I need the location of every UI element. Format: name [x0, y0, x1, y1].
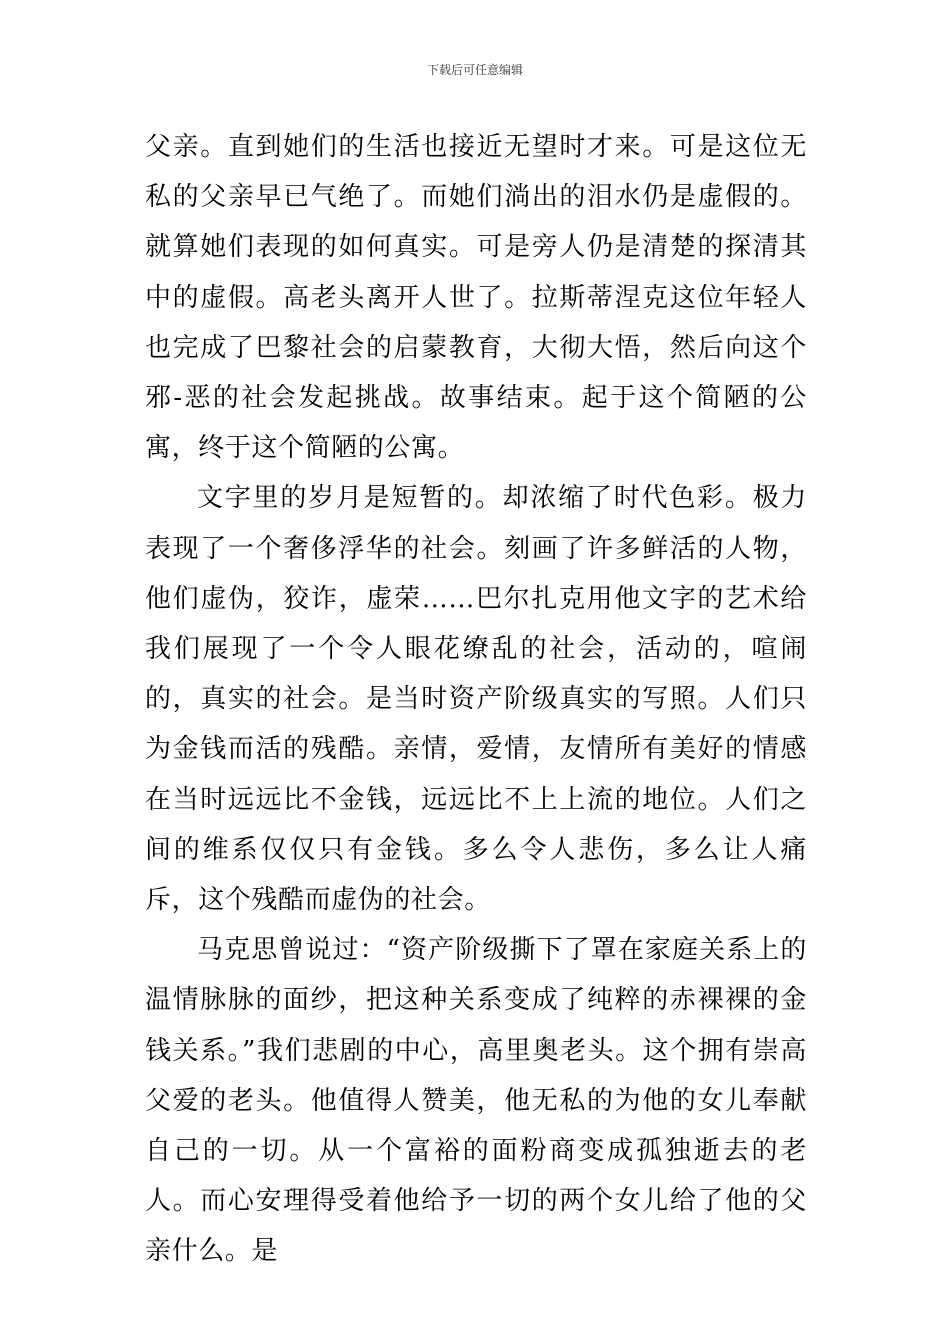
paragraph-marx-quote: 马克思曾说过：“资产阶级撕下了罩在家庭关系上的温情脉脉的面纱，把这种关系变成了纯粹的赤裸裸的金钱关系。”我们悲剧的中心，高里奥老头。这个拥有崇高父爱的老头。他值得人赞美，他无私的为他的女儿奉献自己的一切。从一个富裕的面粉商变成孤独逝去的老人。而心安理得受着他给予一切的两个女儿给了他的父亲什么。是 [145, 935, 807, 1267]
paragraph-era-society: 文字里的岁月是短暂的。却浓缩了时代色彩。极力表现了一个奢侈浮华的社会。刻画了许多鲜活的人物，他们虚伪，狡诈，虚荣……巴尔扎克用他文字的艺术给我们展现了一个令人眼花缭乱的社会，活动的，喧闹的，真实的社会。是当时资产阶级真实的写照。人们只为金钱而活的残酷。亲情，爱情，友情所有美好的情感在当时远远比不金钱，远远比不上上流的地位。人们之间的维系仅仅只有金钱。多么令人悲伤，多么让人痛斥，这个残酷而虚伪的社会。 [145, 483, 807, 916]
page-header-note: 下载后可任意编辑 [426, 63, 523, 77]
paragraph-continuation: 父亲。直到她们的生活也接近无望时才来。可是这位无私的父亲早已气绝了。而她们淌出的泪水仍是虚假的。就算她们表现的如何真实。可是旁人仍是清楚的探清其中的虚假。高老头离开人世了。拉斯蒂涅克这位年轻人也完成了巴黎社会的启蒙教育，大彻大悟，然后向这个邪-恶的社会发起挑战。故事结束。起于这个简陋的公寓，终于这个简陋的公寓。 [145, 132, 807, 464]
document-body [145, 122, 807, 1277]
